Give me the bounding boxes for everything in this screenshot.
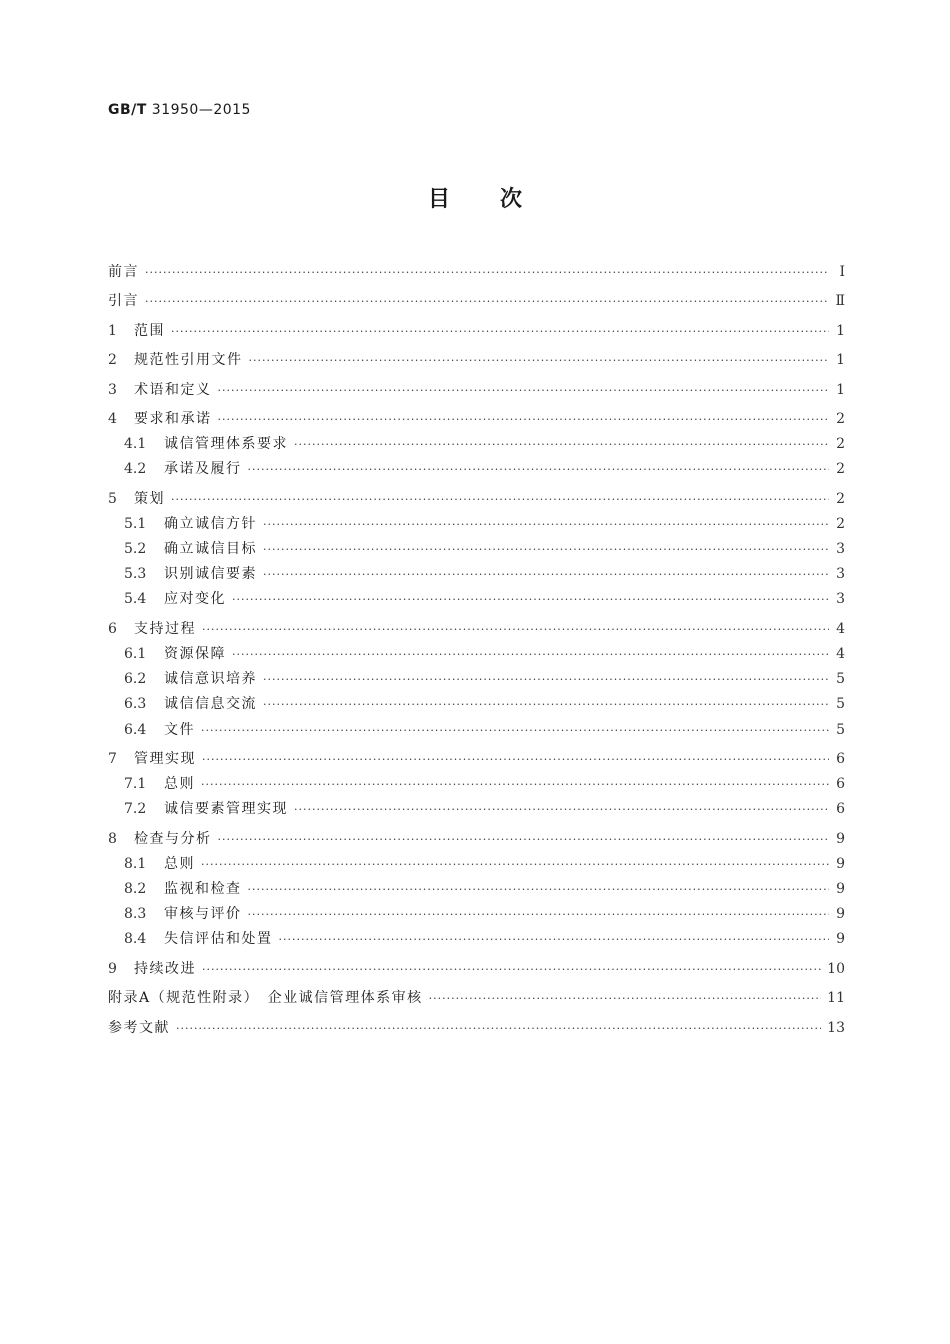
toc-entry-title: 监视和检查 [164, 881, 242, 897]
toc-entry-title: 参考文献 [108, 1019, 170, 1036]
toc-entry-title: 诚信意识培养 [164, 671, 257, 688]
toc-entry-title: 应对变化 [164, 591, 226, 608]
toc-entry-number: 8.3 [124, 906, 147, 923]
toc-dot-leader [263, 512, 829, 537]
toc-dot-leader [429, 986, 822, 1011]
toc-entry-number: 6 [108, 620, 117, 637]
toc-entry-page: 3 [836, 566, 845, 583]
toc-entry-number: 8.1 [124, 855, 147, 872]
toc-entry[interactable] [108, 617, 845, 642]
toc-dot-leader [145, 260, 829, 285]
toc-entry[interactable] [108, 562, 845, 587]
toc-entry[interactable] [108, 537, 845, 562]
toc-entry-page: 2 [836, 461, 845, 478]
toc-entry-number: 7 [108, 750, 117, 767]
toc-entry-number: 6.2 [124, 671, 147, 688]
toc-entry-title: 策划 [134, 490, 165, 507]
toc-entry-title: 要求和承诺 [134, 410, 212, 427]
toc-entry-number: 6.3 [124, 696, 147, 713]
toc-entry-page: 1 [836, 381, 845, 398]
toc-entry-page: 11 [827, 990, 845, 1007]
standard-number: 31950—2015 [151, 102, 251, 118]
toc-entry-title: 文件 [164, 721, 195, 738]
standard-code [108, 102, 251, 118]
toc-dot-leader [294, 797, 829, 822]
toc-dot-leader [201, 852, 829, 877]
toc-entry-number: 8.4 [124, 931, 147, 948]
toc-entry[interactable] [108, 512, 845, 537]
toc-dot-leader [202, 957, 821, 982]
toc-dot-leader [218, 827, 830, 852]
toc-dot-leader [218, 378, 830, 403]
toc-entry-number: 3 [108, 381, 117, 398]
toc-entry-number: 5.4 [124, 591, 147, 608]
toc-entry-title: 总则 [164, 855, 195, 872]
toc-entry[interactable] [108, 319, 845, 344]
toc-entry-title: 诚信管理体系要求 [164, 436, 288, 453]
toc-entry-page: 5 [836, 696, 845, 713]
toc-dot-leader [263, 667, 829, 692]
toc-entry[interactable] [108, 877, 845, 902]
toc-entry-title: 总则 [164, 776, 195, 793]
toc-entry[interactable] [108, 348, 845, 373]
toc-entry-page: 9 [836, 855, 845, 872]
toc-entry-page: 1 [836, 322, 845, 339]
toc-entry-title: 诚信信息交流 [164, 696, 257, 713]
toc-dot-leader [294, 432, 829, 457]
toc-entry-title: 支持过程 [134, 620, 196, 637]
toc-entry-number: 4.2 [124, 461, 147, 478]
toc-entry-title: 确立诚信目标 [164, 541, 257, 557]
toc-dot-leader [263, 537, 829, 562]
toc-entry-page: 3 [836, 591, 845, 608]
toc-entry-page: 2 [836, 410, 845, 427]
toc-entry[interactable] [108, 852, 845, 877]
toc-entry-title: 识别诚信要素 [164, 566, 257, 583]
toc-entry[interactable] [108, 986, 845, 1011]
toc-entry[interactable] [108, 487, 845, 512]
toc-entry-page: 4 [836, 645, 845, 662]
toc-entry[interactable] [108, 718, 845, 743]
toc-entry-title: 检查与分析 [134, 830, 212, 847]
toc-entry-page: 10 [827, 960, 845, 977]
toc-entry-number: 6.1 [124, 645, 147, 662]
toc-entry[interactable] [108, 642, 845, 667]
toc-entry-page: 6 [836, 801, 845, 818]
toc-entry[interactable] [108, 747, 845, 772]
toc-entry-page: 9 [836, 830, 845, 847]
toc-entry-number: 4.1 [124, 436, 147, 453]
toc-entry-title: 确立诚信方针 [164, 515, 257, 532]
page-title: 目次 [427, 187, 572, 212]
toc-entry-number: 5.1 [124, 515, 147, 532]
toc-dot-leader [248, 877, 830, 902]
toc-entry[interactable] [108, 432, 845, 457]
toc-entry-number: 8 [108, 830, 117, 847]
toc-entry[interactable] [108, 1016, 845, 1041]
toc-dot-leader [249, 348, 830, 373]
toc-dot-leader [263, 562, 829, 587]
toc-entry-page: 9 [836, 931, 845, 948]
toc-entry-page: 9 [836, 906, 845, 923]
toc-entry-page: 9 [836, 881, 845, 897]
toc-entry-page: Ⅱ [835, 293, 845, 310]
toc-entry-title: 规范性引用文件 [134, 352, 243, 369]
toc-dot-leader [248, 902, 830, 927]
toc-entry[interactable] [108, 667, 845, 692]
toc-entry[interactable] [108, 457, 845, 482]
toc-entry-number: 5.2 [124, 541, 147, 557]
toc-entry-number: 1 [108, 322, 117, 339]
toc-entry[interactable] [108, 289, 845, 314]
toc-entry-number: 4 [108, 410, 117, 427]
toc-entry-title: 引言 [108, 293, 139, 310]
toc-entry[interactable] [108, 772, 845, 797]
toc-entry-page: 2 [836, 515, 845, 532]
toc-entry[interactable] [108, 957, 845, 982]
toc-entry-page: 13 [827, 1019, 845, 1036]
toc-entry[interactable] [108, 260, 845, 285]
toc-dot-leader [201, 772, 829, 797]
toc-entry[interactable] [108, 587, 845, 612]
toc-entry[interactable] [108, 692, 845, 717]
toc-entry-number: 2 [108, 352, 117, 369]
toc-entry-title: 失信评估和处置 [164, 931, 273, 948]
toc-dot-leader [171, 319, 829, 344]
toc-entry-page: 2 [836, 490, 845, 507]
toc-dot-leader [232, 642, 829, 667]
toc-dot-leader [171, 487, 829, 512]
toc-entry-title: 附录A（规范性附录） 企业诚信管理体系审核 [108, 990, 423, 1007]
toc-entry-page: 1 [836, 352, 845, 369]
toc-entry-title: 术语和定义 [134, 381, 212, 398]
toc-entry-number: 7.1 [124, 776, 147, 793]
toc-entry-page: 4 [836, 620, 845, 637]
toc-entry[interactable] [108, 407, 845, 432]
toc-dot-leader [202, 617, 829, 642]
toc-entry[interactable] [108, 927, 845, 952]
standard-prefix: GB/T [108, 102, 147, 118]
toc-entry[interactable] [108, 378, 845, 403]
toc-entry-number: 9 [108, 960, 117, 977]
toc-dot-leader [218, 407, 830, 432]
toc-entry-page: 5 [836, 721, 845, 738]
toc-dot-leader [176, 1016, 821, 1041]
toc-entry-title: 范围 [134, 322, 165, 339]
toc-entry-page: Ⅰ [839, 264, 845, 280]
toc-dot-leader [202, 747, 829, 772]
toc-entry-title: 审核与评价 [164, 906, 242, 923]
toc-entry-page: 6 [836, 776, 845, 793]
toc-dot-leader [263, 692, 829, 717]
toc-entry[interactable] [108, 797, 845, 822]
toc-entry-number: 8.2 [124, 881, 147, 897]
toc-entry-title: 资源保障 [164, 645, 226, 662]
toc-entry-number: 6.4 [124, 721, 147, 738]
toc-entry-title: 承诺及履行 [164, 461, 242, 478]
toc-entry-page: 6 [836, 750, 845, 767]
toc-entry[interactable] [108, 827, 845, 852]
toc-dot-leader [201, 718, 829, 743]
toc-entry[interactable] [108, 902, 845, 927]
toc-entry-number: 5 [108, 490, 117, 507]
toc-entry-title: 持续改进 [134, 960, 196, 977]
toc-entry-page: 3 [836, 541, 845, 557]
toc-dot-leader [248, 457, 830, 482]
toc-entry-number: 7.2 [124, 801, 147, 818]
table-of-contents [108, 260, 845, 1041]
toc-entry-title: 管理实现 [134, 750, 196, 767]
toc-entry-title: 诚信要素管理实现 [164, 801, 288, 818]
toc-dot-leader [145, 289, 829, 314]
toc-entry-page: 5 [836, 671, 845, 688]
toc-dot-leader [232, 587, 829, 612]
toc-entry-title: 前言 [108, 264, 139, 280]
toc-entry-number: 5.3 [124, 566, 147, 583]
toc-entry-page: 2 [836, 436, 845, 453]
toc-dot-leader [279, 927, 830, 952]
